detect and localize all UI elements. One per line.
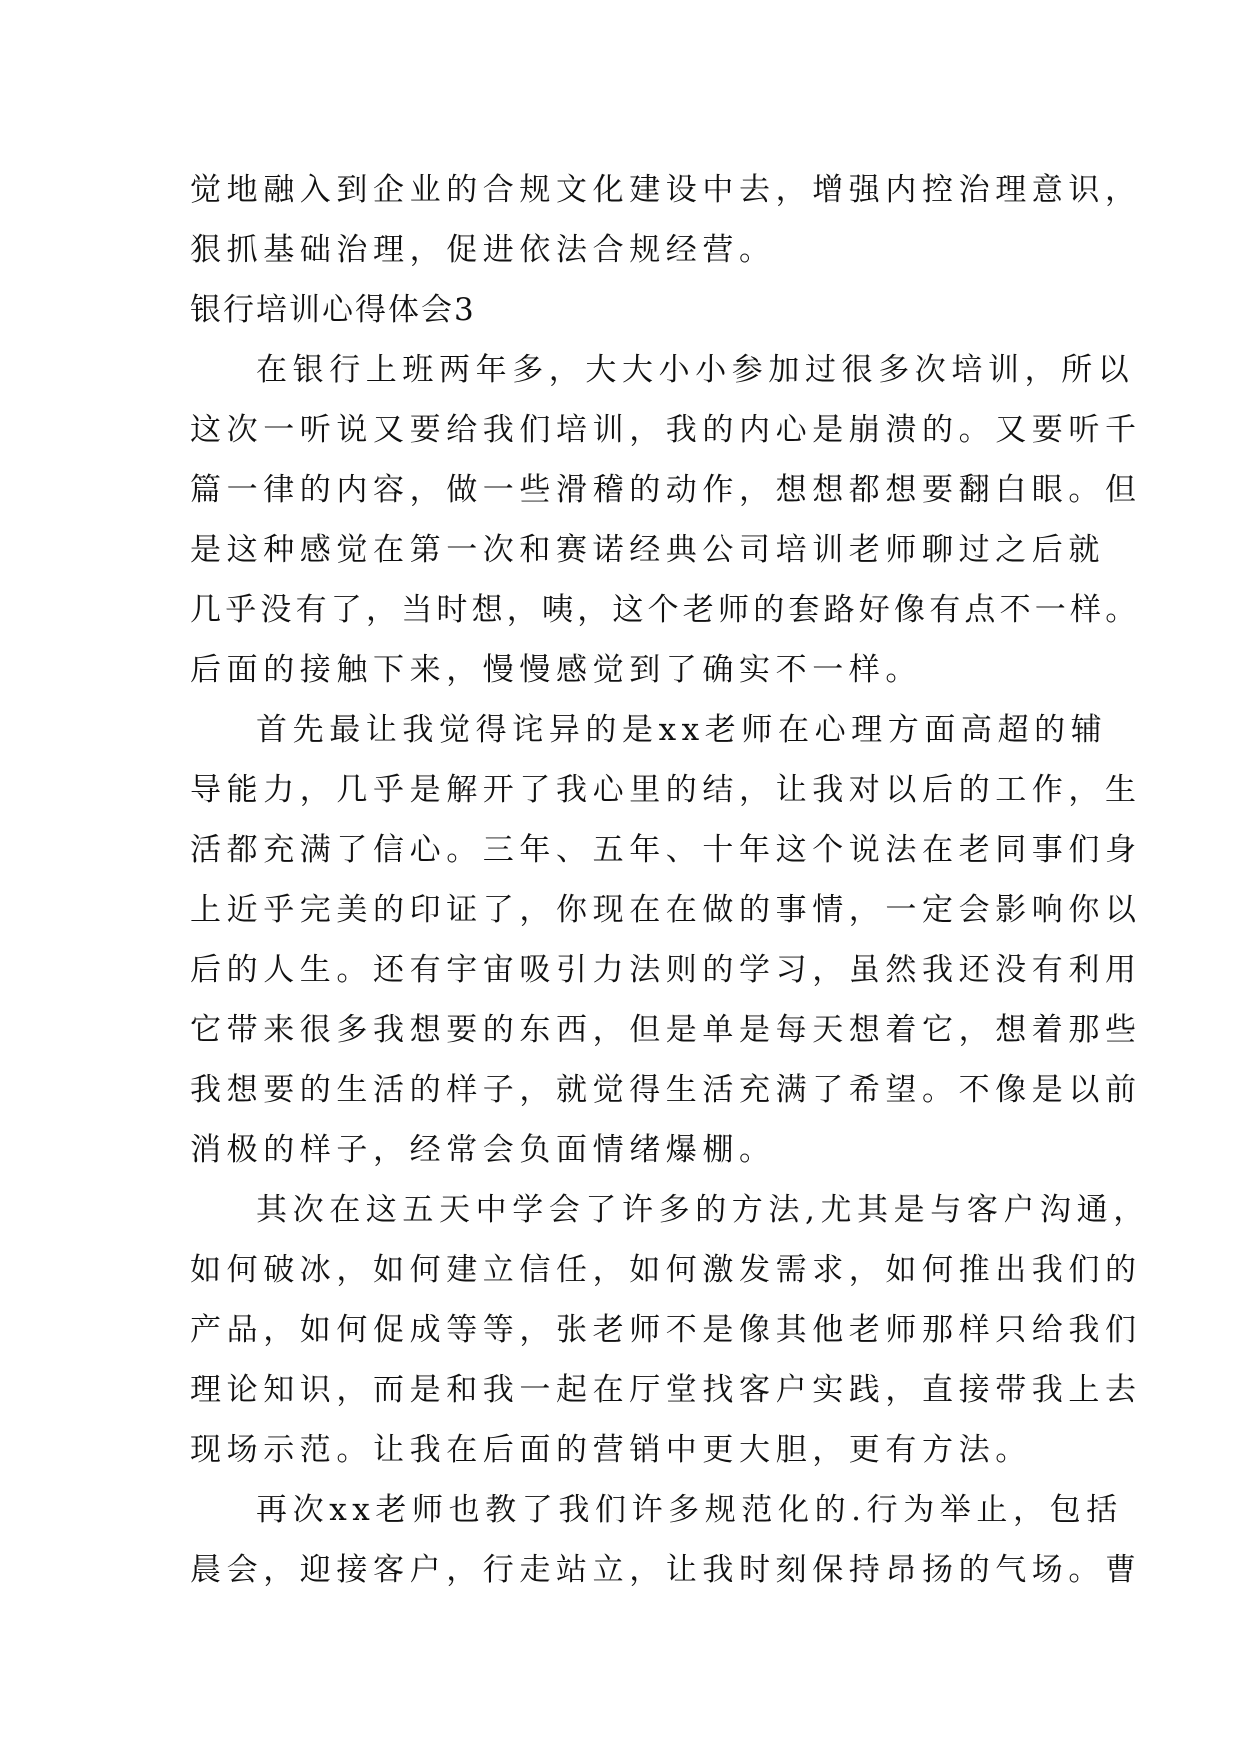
text-line: 晨会，迎接客户，行走站立，让我时刻保持昂扬的气场。曹	[190, 1552, 1142, 1588]
text-line: 现场示范。让我在后面的营销中更大胆，更有方法。	[190, 1432, 1032, 1468]
paragraph-first-line: 首先最让我觉得诧异的是xx老师在心理方面高超的辅	[256, 712, 1108, 748]
paragraph-first-line: 其次在这五天中学会了许多的方法,尤其是与客户沟通，	[256, 1192, 1150, 1228]
text-line: 是这种感觉在第一次和赛诺经典公司培训老师聊过之后就	[190, 532, 1105, 568]
text-line: 后面的接触下来，慢慢感觉到了确实不一样。	[190, 652, 922, 688]
text-line: 篇一律的内容，做一些滑稽的动作，想想都想要翻白眼。但	[190, 472, 1142, 508]
text-line: 几乎没有了，当时想，咦，这个老师的套路好像有点不一样。	[190, 592, 1141, 628]
section-heading: 银行培训心得体会3	[190, 292, 476, 328]
text-line: 如何破冰，如何建立信任，如何激发需求，如何推出我们的	[190, 1252, 1142, 1288]
text-line: 消极的样子，经常会负面情绪爆棚。	[190, 1132, 776, 1168]
text-line: 后的人生。还有宇宙吸引力法则的学习，虽然我还没有利用	[190, 952, 1142, 988]
document-body	[190, 160, 1150, 1600]
paragraph-first-line: 再次xx老师也教了我们许多规范化的.行为举止，包括	[256, 1492, 1123, 1528]
text-line: 活都充满了信心。三年、五年、十年这个说法在老同事们身	[190, 832, 1142, 868]
text-line: 上近乎完美的印证了，你现在在做的事情，一定会影响你以	[190, 892, 1142, 928]
text-line: 产品，如何促成等等，张老师不是像其他老师那样只给我们	[190, 1312, 1142, 1348]
text-line: 狠抓基础治理，促进依法合规经营。	[190, 232, 776, 268]
text-line: 这次一听说又要给我们培训，我的内心是崩溃的。又要听千	[190, 412, 1142, 448]
text-line: 觉地融入到企业的合规文化建设中去，增强内控治理意识，	[190, 172, 1142, 208]
text-line: 它带来很多我想要的东西，但是单是每天想着它，想着那些	[190, 1012, 1142, 1048]
paragraph-first-line: 在银行上班两年多，大大小小参加过很多次培训，所以	[256, 352, 1135, 388]
text-line: 我想要的生活的样子，就觉得生活充满了希望。不像是以前	[190, 1072, 1142, 1108]
text-line: 理论知识，而是和我一起在厅堂找客户实践，直接带我上去	[190, 1372, 1142, 1408]
text-line: 导能力，几乎是解开了我心里的结，让我对以后的工作，生	[190, 772, 1142, 808]
